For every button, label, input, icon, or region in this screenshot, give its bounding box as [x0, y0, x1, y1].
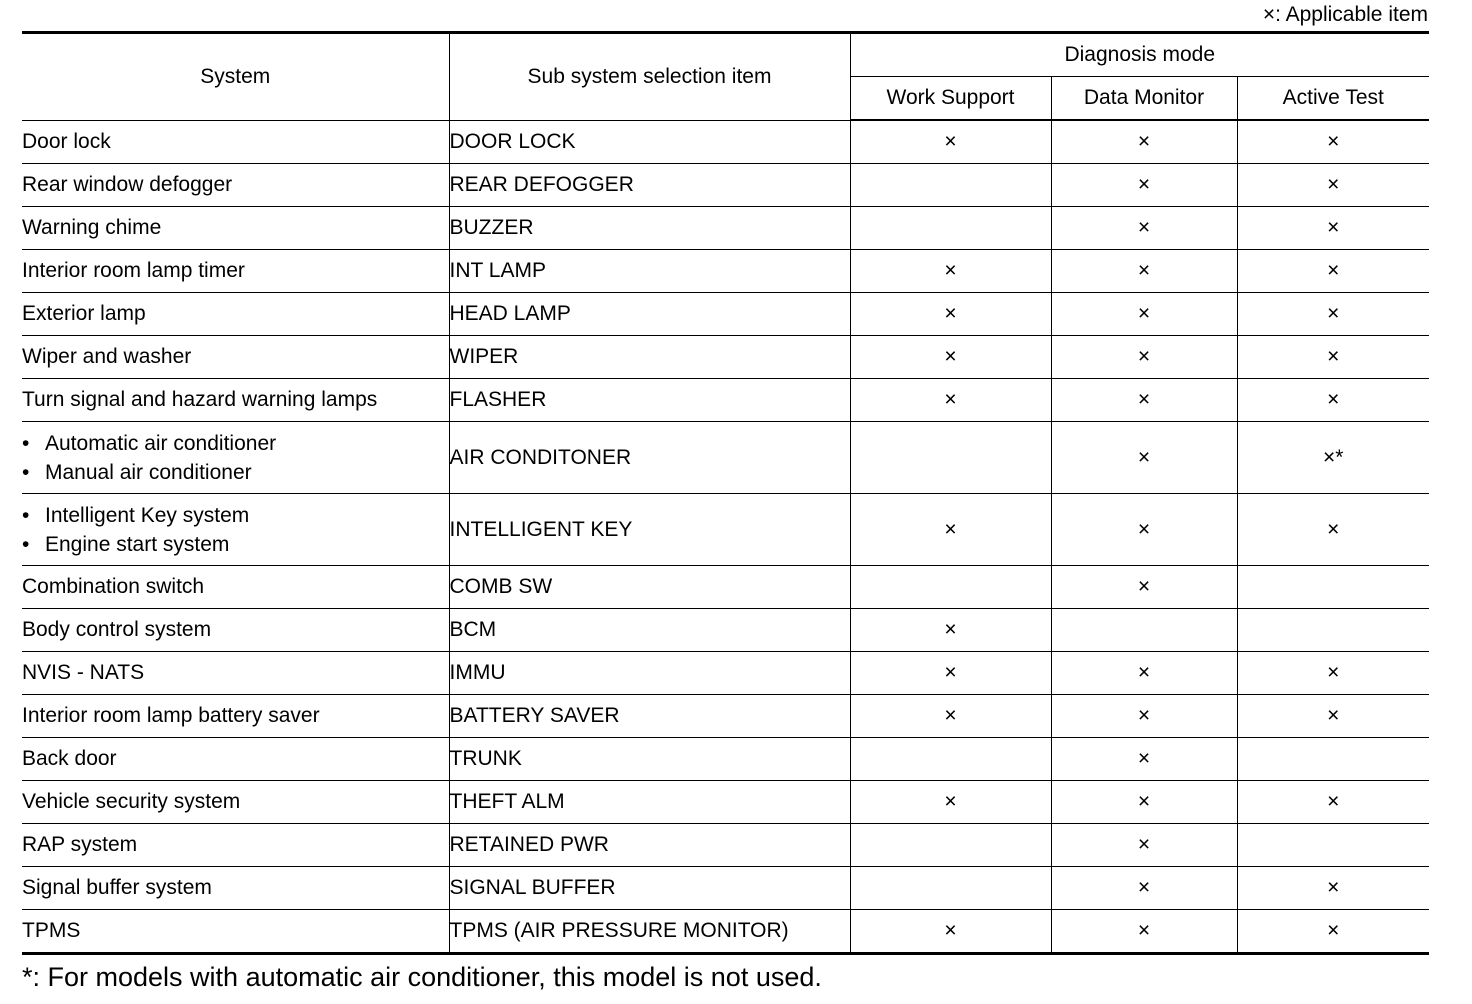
system-cell: Back door: [22, 738, 449, 781]
work-support-cell: [850, 824, 1051, 867]
data-monitor-cell: ×: [1051, 336, 1237, 379]
system-cell: TPMS: [22, 910, 449, 954]
sub-system-cell: WIPER: [449, 336, 850, 379]
active-test-cell: ×: [1237, 867, 1429, 910]
work-support-cell: ×: [850, 652, 1051, 695]
active-test-cell: ×: [1237, 164, 1429, 207]
table-row: [22, 293, 1429, 336]
system-cell: Warning chime: [22, 207, 449, 250]
system-cell: RAP system: [22, 824, 449, 867]
sub-system-cell: INT LAMP: [449, 250, 850, 293]
work-support-cell: ×: [850, 494, 1051, 566]
work-support-cell: ×: [850, 379, 1051, 422]
work-support-cell: ×: [850, 695, 1051, 738]
data-monitor-cell: ×: [1051, 566, 1237, 609]
active-test-cell: [1237, 824, 1429, 867]
system-cell: [22, 494, 449, 566]
system-bullet-list: [22, 429, 449, 487]
table-row: [22, 910, 1429, 954]
work-support-cell: ×: [850, 250, 1051, 293]
data-monitor-cell: ×: [1051, 494, 1237, 566]
table-row: [22, 781, 1429, 824]
active-test-cell: ×: [1237, 494, 1429, 566]
system-cell: Combination switch: [22, 566, 449, 609]
system-cell: Body control system: [22, 609, 449, 652]
sub-system-cell: RETAINED PWR: [449, 824, 850, 867]
system-cell: Exterior lamp: [22, 293, 449, 336]
system-cell: Interior room lamp battery saver: [22, 695, 449, 738]
data-monitor-cell: ×: [1051, 120, 1237, 164]
work-support-cell: [850, 164, 1051, 207]
system-cell: Signal buffer system: [22, 867, 449, 910]
data-monitor-cell: ×: [1051, 824, 1237, 867]
table-row: [22, 120, 1429, 164]
table-row: [22, 652, 1429, 695]
system-bullet-list: [22, 501, 449, 559]
table-row: [22, 824, 1429, 867]
sub-system-cell: FLASHER: [449, 379, 850, 422]
sub-system-cell: REAR DEFOGGER: [449, 164, 850, 207]
system-cell: Vehicle security system: [22, 781, 449, 824]
sub-system-cell: IMMU: [449, 652, 850, 695]
system-cell: Wiper and washer: [22, 336, 449, 379]
table-row: [22, 738, 1429, 781]
active-test-cell: ×: [1237, 293, 1429, 336]
active-test-cell: ×: [1237, 910, 1429, 954]
active-test-cell: ×: [1237, 207, 1429, 250]
table-row: [22, 336, 1429, 379]
active-test-cell: ×: [1237, 250, 1429, 293]
system-cell: Rear window defogger: [22, 164, 449, 207]
header-system: System: [22, 33, 449, 121]
active-test-cell: ×*: [1237, 422, 1429, 494]
table-body: [22, 120, 1429, 954]
data-monitor-cell: ×: [1051, 207, 1237, 250]
data-monitor-cell: ×: [1051, 250, 1237, 293]
work-support-cell: [850, 566, 1051, 609]
work-support-cell: ×: [850, 293, 1051, 336]
table-row: [22, 164, 1429, 207]
diagnosis-table: [22, 31, 1429, 955]
data-monitor-cell: ×: [1051, 379, 1237, 422]
active-test-cell: ×: [1237, 336, 1429, 379]
active-test-cell: ×: [1237, 652, 1429, 695]
sub-system-cell: DOOR LOCK: [449, 120, 850, 164]
work-support-cell: [850, 207, 1051, 250]
sub-system-cell: TRUNK: [449, 738, 850, 781]
sub-system-cell: SIGNAL BUFFER: [449, 867, 850, 910]
header-active-test: Active Test: [1237, 77, 1429, 121]
work-support-cell: [850, 422, 1051, 494]
data-monitor-cell: ×: [1051, 422, 1237, 494]
footnote: *: For models with automatic air conditioner, this model is not used.: [22, 962, 822, 992]
table-row: [22, 609, 1429, 652]
work-support-cell: ×: [850, 781, 1051, 824]
system-bullet-item: • Intelligent Key system: [22, 501, 449, 530]
data-monitor-cell: ×: [1051, 652, 1237, 695]
system-cell: [22, 422, 449, 494]
header-diagnosis-mode: Diagnosis mode: [850, 33, 1429, 77]
data-monitor-cell: ×: [1051, 910, 1237, 954]
header-work-support: Work Support: [850, 77, 1051, 121]
table-row: [22, 494, 1429, 566]
system-cell: NVIS - NATS: [22, 652, 449, 695]
work-support-cell: [850, 867, 1051, 910]
data-monitor-cell: ×: [1051, 867, 1237, 910]
active-test-cell: ×: [1237, 120, 1429, 164]
table-row: [22, 379, 1429, 422]
sub-system-cell: HEAD LAMP: [449, 293, 850, 336]
work-support-cell: ×: [850, 336, 1051, 379]
active-test-cell: ×: [1237, 379, 1429, 422]
legend-note: ×: Applicable item: [1262, 3, 1428, 26]
table-row: [22, 867, 1429, 910]
sub-system-cell: TPMS (AIR PRESSURE MONITOR): [449, 910, 850, 954]
active-test-cell: [1237, 566, 1429, 609]
sub-system-cell: BUZZER: [449, 207, 850, 250]
sub-system-cell: AIR CONDITONER: [449, 422, 850, 494]
data-monitor-cell: ×: [1051, 781, 1237, 824]
system-cell: Turn signal and hazard warning lamps: [22, 379, 449, 422]
table-row: [22, 250, 1429, 293]
data-monitor-cell: [1051, 609, 1237, 652]
data-monitor-cell: ×: [1051, 738, 1237, 781]
system-bullet-item: • Engine start system: [22, 530, 449, 559]
system-cell: Door lock: [22, 120, 449, 164]
sub-system-cell: THEFT ALM: [449, 781, 850, 824]
active-test-cell: [1237, 609, 1429, 652]
table-row: [22, 695, 1429, 738]
active-test-cell: [1237, 738, 1429, 781]
table-row: [22, 422, 1429, 494]
header-data-monitor: Data Monitor: [1051, 77, 1237, 121]
sub-system-cell: BCM: [449, 609, 850, 652]
data-monitor-cell: ×: [1051, 293, 1237, 336]
system-bullet-item: • Manual air conditioner: [22, 458, 449, 487]
diagnosis-table-container: [22, 31, 1429, 955]
header-sub-system: Sub system selection item: [449, 33, 850, 121]
data-monitor-cell: ×: [1051, 695, 1237, 738]
sub-system-cell: INTELLIGENT KEY: [449, 494, 850, 566]
table-row: [22, 207, 1429, 250]
system-bullet-item: • Automatic air conditioner: [22, 429, 449, 458]
data-monitor-cell: ×: [1051, 164, 1237, 207]
work-support-cell: ×: [850, 120, 1051, 164]
table-row: [22, 566, 1429, 609]
sub-system-cell: COMB SW: [449, 566, 850, 609]
work-support-cell: ×: [850, 910, 1051, 954]
active-test-cell: ×: [1237, 781, 1429, 824]
work-support-cell: [850, 738, 1051, 781]
system-cell: Interior room lamp timer: [22, 250, 449, 293]
sub-system-cell: BATTERY SAVER: [449, 695, 850, 738]
work-support-cell: ×: [850, 609, 1051, 652]
active-test-cell: ×: [1237, 695, 1429, 738]
